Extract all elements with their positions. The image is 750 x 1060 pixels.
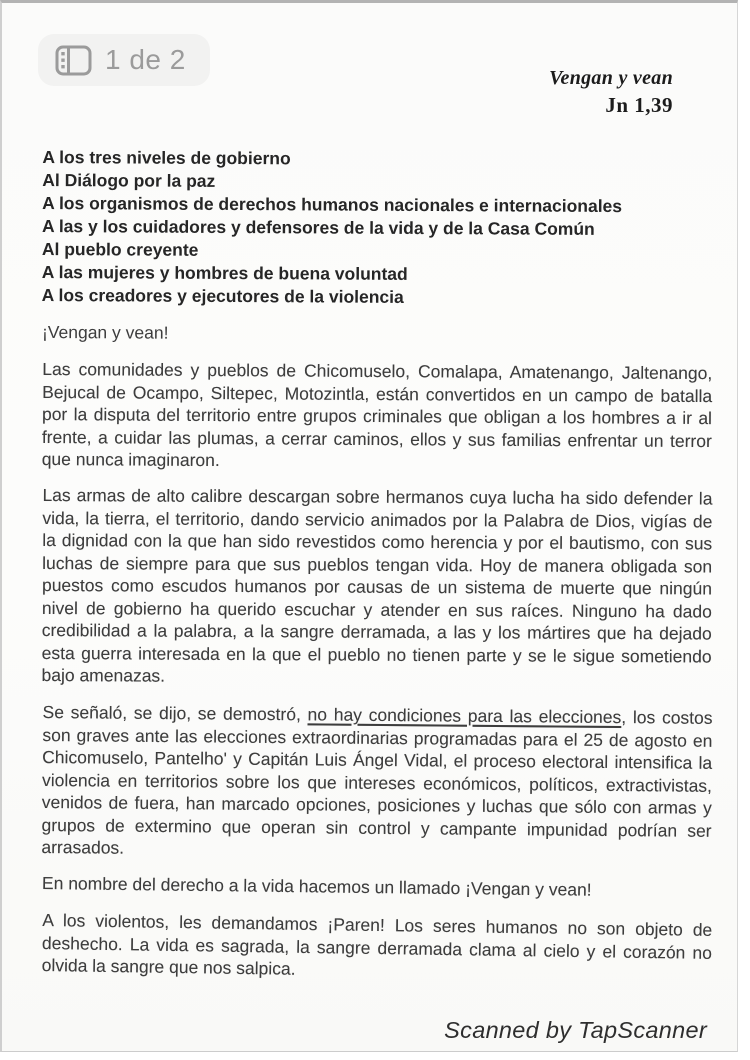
salutation: ¡Vengan y vean! xyxy=(41,322,169,343)
addressee-line: A las y los cuidadores y defensores de la vida y de la Casa Común xyxy=(41,216,595,239)
page-indicator[interactable] xyxy=(38,34,210,86)
letter-body xyxy=(41,146,713,979)
addressee-line: A los organismos de derechos humanos nacionales e internacionales xyxy=(42,193,623,217)
addressee-line: A los creadores y ejecutores de la violencia xyxy=(41,284,404,307)
addressee-line: A las mujeres y hombres de buena voluntad xyxy=(41,261,408,284)
pages-icon xyxy=(55,45,92,76)
addressee-line: Al Diálogo por la paz xyxy=(42,170,216,191)
scripture-reference: Jn 1,39 xyxy=(605,93,673,117)
addressee-line: Al pueblo creyente xyxy=(41,238,199,260)
document-header xyxy=(549,67,673,118)
addressee-line: A los tres niveles de gobierno xyxy=(42,147,291,169)
paragraph-demand: A los violentos, les demandamos ¡Paren! Los seres humanos no son objeto de deshecho. La vida es sagrada, la sangre derramada clama al cielo y el corazón no olvida la sangre que nos salpica. xyxy=(41,909,713,979)
underlined-phrase: no hay condiciones para las elecciones xyxy=(307,703,622,727)
addressee-list xyxy=(42,146,713,311)
page-indicator-label: 1 de 2 xyxy=(105,44,186,75)
scanner-watermark: Scanned by TapScanner xyxy=(444,1017,707,1043)
paragraph-communities: Las comunidades y pueblos de Chicomuselo, Comalapa, Amatenango, Jaltenango, Bejucal de Ocampo, Siltepec, Motozintla, están convertidos en un campo de batalla por la disputa del territorio entre grupos criminales que obligan a los hombres a ir al frente, a cuidar las plumas, a cerrar caminos, ellos y sus familias enfrentar un terror que nunca imaginaron. xyxy=(41,358,713,470)
document-title: Vengan y vean xyxy=(549,67,673,89)
paragraph-elections xyxy=(41,701,712,864)
paragraph-call: En nombre del derecho a la vida hacemos un llamado ¡Vengan y vean! xyxy=(41,873,592,900)
paragraph-weapons: Las armas de alto calibre descargan sobre hermanos cuya lucha ha sido defender la vida, la tierra, el territorio, dando servicio animados por la Palabra de Dios, vigías de la dignidad con la que han sido revestidos como herencia y por el bautismo, con sus luchas de siempre para que sus pueblos tengan vida. Hoy de manera obligada son puestos como escudos humanos por causas de un sistema de muerte que ningún nivel de gobierno ha querido escuchar y atender en sus raíces. Ninguno ha dado credibilidad a la palabra, a la sangre derramada, a las y los mártires que ha dejado esta guerra interesada en la que el pueblo no tienen parte y se le sigue sometiendo bajo amenazas. xyxy=(41,485,713,686)
paragraph-elections-after: , los costos son graves ante las elecciones extraordinarias programadas para el 25 de agosto en Chicomuselo, Pantelho' y Capitán Luis Ángel Vidal, el proceso electoral intensifica la violencia en territorios sobre los que intereses económicos, políticos, extractivistas, venidos de fuera, han marcado opciones, posiciones y luchas que sólo con armas y grupos de extermino que operan sin control y campante impunidad podrían ser arrasados. xyxy=(41,706,713,858)
paragraph-elections-before: Se señaló, se dijo, se demostró, xyxy=(42,701,308,724)
